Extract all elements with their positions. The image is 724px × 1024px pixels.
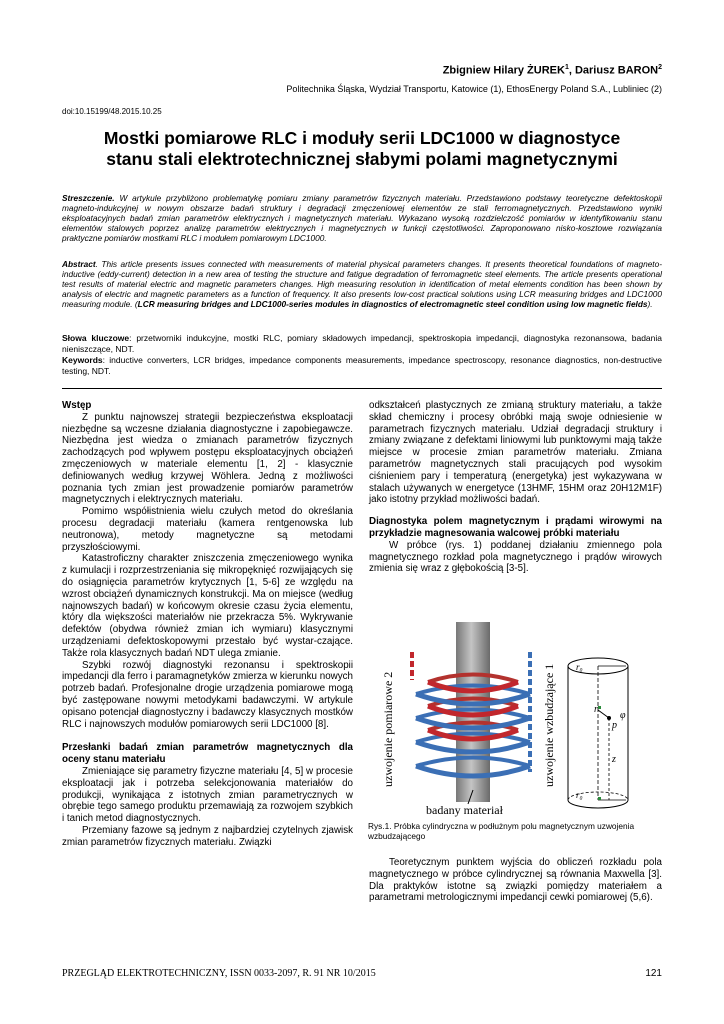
footer-journal: PRZEGLĄD ELEKTROTECHNICZNY, ISSN 0033-2097, R. 91 NR 10/2015 — [62, 968, 376, 979]
author-separator: , — [568, 64, 575, 77]
author-2: Dariusz BARON — [574, 64, 659, 77]
paragraph: W próbce (rys. 1) poddanej działaniu zmiennego pola magnetycznego rozkład pola magnetycznego i prądów wirowych zmienia się wraz z głębokością [3-5]. — [369, 539, 662, 575]
keywords-en — [62, 355, 662, 377]
right-column — [369, 400, 662, 575]
label-material: badany materiał — [426, 803, 503, 817]
heading-section-3: Diagnostyka polem magnetycznym i prądami wirowymi na przykładzie magnesowania walcowej próbki materiału — [369, 516, 662, 539]
abstract-en-end: ). — [647, 299, 653, 310]
label-r: r — [594, 704, 598, 715]
keywords-pl-label: Słowa kluczowe — [62, 333, 130, 343]
heading-section-2: Przesłanki badań zmian parametrów magnetycznych dla oceny stanu materiału — [62, 742, 353, 766]
page-title — [62, 128, 662, 170]
label-r0-bottom: r₀ — [576, 790, 583, 800]
keywords-pl-text: : przetworniki indukcyjne, mostki RLC, pomiary składowych impedancji, spektroskopia impedancji, diagnostyka rezonansowa, badania nieniszczące, NDT. — [62, 333, 662, 354]
divider — [62, 388, 662, 389]
authors — [443, 64, 662, 77]
label-r0-top: r₀ — [576, 662, 583, 672]
heading-intro: Wstęp — [62, 400, 92, 411]
abstract-pl-text: W artykule przybliżono problematykę pomiaru zmiany parametrów fizycznych materiału. Przedstawiono podstawy teoretyczne defektoskopii magneto-indukcyjnej w nowym obszarze badań struktury i degradacji zmęczeniowej elementów ze stali ferromagnetycznych. Przedstawiono wyniki eksploatacyjnych badań zmian parametrów elektrycznych i magnetycznych materiału. Wykazano wysoką rozdzielczość pomiarów w identyfikowaniu stanu elementów stalowych poprzez analizę parametrów elektrycznych i magnetycznych w funkcji częstotliwości. Zaproponowano nisko-kosztowe rozwiązania praktyczne pomiarów mostkami RLC i modułem pomiarowym LDC1000. — [62, 193, 662, 244]
paragraph: odkształceń plastycznych ze zmianą struktury materiału, a także skład chemiczny i procesy obróbki mają swoje odniesienie w parametrach fizycznych materiału. Udział degradacji struktury i zmiany związane z defektami liniowymi lub punktowymi mają także miejsce w procesie zmian parametrów materiału. Zmiana parametrów magnetycznych stali pracujących pod wysokim ciśnieniem pary i temperaturą (energetyka) jest wykazywana w stalach używanych w energetyce (13HMF, 15HM oraz 20H12M1F) jako istotny przykład możliwości badań. — [369, 400, 662, 506]
paragraph: Szybki rozwój diagnostyki rezonansu i spektroskopii impedancji dla ferro i paramagnetyków zmierza w kierunku nowych potrzeb badań. Profesjonalne drogie urządzenia pomiarowe mogą być zastępowane nowymi metodykami badawczymi. W artykule opisano potencjał diagnostyczny i badawczy klasycznych mostków RLC i najnowszych modułów pomiarowych serii LDC1000 [8]. — [62, 659, 353, 730]
paragraph: Katastroficzny charakter zniszczenia zmęczeniowego wynika z kumulacji i rozprzestrzeniania się mikropęknięć rozwijających się do osiągnięcia parametrów krytycznych [1, 5-6] ze względu na wzrost obciążeń dynamicznych konstrukcji. Ma on miejsce (według najnowszych badań) w końcowym okresie czasu życia elementu, który dla większości materiałów nie przekracza 5%. Wykrywanie defektów (obydwa również zmian ich wymiaru) klasycznymi urządzeniami defektoskopowymi przestało być wystar-czające. Także rola klasycznych badań NDT ulega zmianie. — [62, 553, 353, 659]
figure-caption: Rys.1. Próbka cylindryczna w podłużnym polu magnetycznym uzwojenia wzbudzającego — [368, 821, 635, 842]
author-1: Zbigniew Hilary ŻUREK — [442, 64, 565, 77]
keywords-en-text: : inductive converters, LCR bridges, impedance components measurements, impedance spectroscopy, resonance diagnostics, non-destructive testing, NDT. — [62, 355, 662, 376]
label-p: p — [612, 720, 617, 731]
label-z: z — [612, 754, 616, 765]
abstract-pl-label: Streszczenie. — [62, 193, 115, 203]
author-1-sup: 1 — [564, 64, 569, 71]
paragraph: Przemiany fazowe są jednym z najbardziej czytelnych zjawisk zmian parametrów fizycznych materiału. Związki — [62, 824, 353, 848]
paragraph: Teoretycznym punktem wyjścia do obliczeń rozkładu pola magnetycznego w próbce cylindrycznej są równania Maxwella [3]. Dla praktyków istotne są związki pomiędzy materiałem a parametrami metrologicznymi impedancji cewki pomiarowej (5,6). — [369, 857, 662, 904]
keywords-pl — [62, 333, 662, 355]
label-measure-coil: uzwojenie pomiarowe 2 — [381, 671, 395, 787]
doi[interactable]: doi:10.15199/48.2015.10.25 — [62, 107, 162, 116]
abstract-pl — [62, 193, 662, 243]
affiliation: Politechnika Śląska, Wydział Transportu, Katowice (1), EthosEnergy Poland S.A., Lubliniec (2) — [286, 84, 662, 94]
paragraph: Pomimo współistnienia wielu czułych metod do określania procesu degradacji materiału (kamera rentgenowska lub neutronowa), metody magnetyczne są metodami przyszłościowymi. — [62, 506, 353, 553]
label-excite-coil: uzwojenie wzbudzające 1 — [542, 663, 556, 787]
page-number: 121 — [645, 968, 662, 979]
keywords-en-label: Keywords — [62, 355, 103, 365]
paragraph: Z punktu najnowszej strategii bezpieczeństwa eksploatacji niezbędne są wczesne działania diagnostyczne i zapobiegawcze. Niezbędna jest wiedza o zmianach parametrów fizycznych zachodzących pod wpływem postępu eksploatacyjnych obciążeń zmęczeniowych w materiale elementu [1, 2] - klasycznie definiowanych według krzywej Wöhlera. Jedną z możliwości poznania tych zmian jest prowadzenie pomiarów parametrów magnetycznych i elektrycznych materiału. — [62, 411, 353, 506]
left-column — [62, 400, 353, 848]
abstract-en-label: Abstract — [62, 259, 96, 269]
abstract-en-title: LCR measuring bridges and LDC1000-series modules in diagnostics of electromagnetic steel condition using low magnetic fields — [137, 299, 648, 310]
title-line-2: stanu stali elektrotechnicznej słabymi polami magnetycznymi — [106, 149, 618, 169]
cylinder-diagram — [568, 658, 628, 808]
abstract-en — [62, 259, 662, 309]
paragraph: Zmieniające się parametry fizyczne materiału [4, 5] w procesie eksploatacji jak i potrzeba selekcjonowania materiałów do produkcji, wynikająca z istotnych zmian parametrycznych w obrębie tego samego produktu przemawiają za rozwojem szybkich i tanich metod diagnostycznych. — [62, 765, 353, 825]
figure-1 — [368, 622, 662, 818]
abstract-en-text: . This article presents issues connected with measurements of material physical parameters changes. It presents theoretical foundations of magneto-inductive (eddy-current) detection in a new area of testing the structure and fatigue degradation of ferromagnetic steel elements. The article presents operational test results of material electric and magnetic parameters changes. High measuring resolution in identification of metal elements condition has been shown by analysis of electric and magnetic parameters as a function of frequency. It also presents low-cost practical solutions using LCR measuring bridges and LDC1000 measuring module. ( — [62, 259, 662, 310]
title-line-1: Mostki pomiarowe RLC i moduły serii LDC1000 w diagnostyce — [103, 128, 621, 148]
label-phi: φ — [620, 710, 626, 721]
right-column-bottom — [369, 857, 662, 904]
author-2-sup: 2 — [658, 64, 662, 71]
